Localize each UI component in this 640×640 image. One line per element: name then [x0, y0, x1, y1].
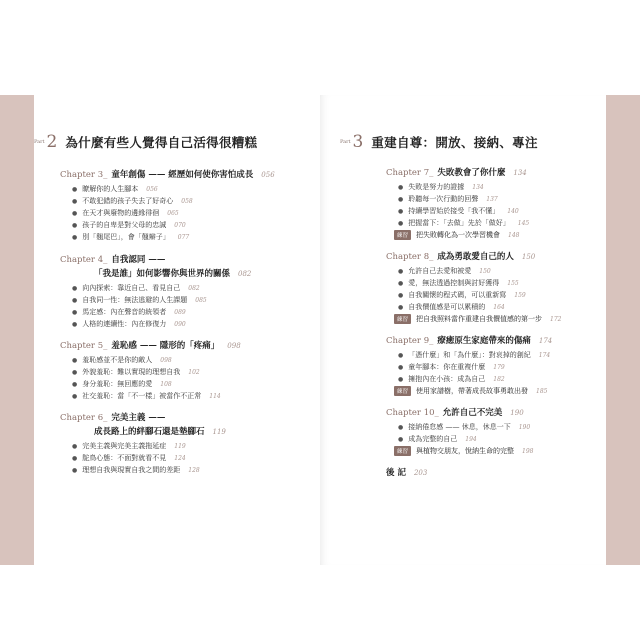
left-page — [34, 95, 320, 565]
chapter-title: 失敗教會了你什麼 — [437, 168, 506, 178]
item-text: 人格的連續性：內在修復力 — [82, 320, 167, 328]
item-text: 別「翹尾巴」，會「翹辮子」 — [82, 233, 170, 241]
item-text: 向內探索：靠近自己、看見自己 — [82, 284, 181, 292]
bullet-icon: ● — [72, 392, 78, 400]
toc-item[interactable] — [72, 220, 186, 230]
page-number: 108 — [160, 380, 172, 388]
chapter-heading[interactable] — [386, 406, 524, 418]
item-text: 把失敗轉化為一次學習機會 — [416, 231, 501, 239]
item-text: 成為完整的自己 — [408, 435, 458, 443]
practice-item[interactable] — [394, 446, 533, 456]
toc-item[interactable] — [398, 182, 484, 192]
toc-item[interactable] — [72, 441, 186, 451]
item-text: 馬定感：內在聲音的統領者 — [82, 308, 167, 316]
toc-item[interactable] — [398, 350, 550, 360]
toc-item[interactable] — [398, 266, 491, 276]
part-word: Part — [340, 139, 351, 145]
practice-badge: 練習 — [394, 314, 411, 324]
bullet-icon: ● — [398, 303, 404, 311]
bullet-icon: ● — [398, 279, 404, 287]
item-text: 允許自己去愛和被愛 — [408, 267, 472, 275]
bullet-icon: ● — [72, 185, 78, 193]
chapter-subtitle[interactable] — [94, 425, 226, 437]
chapter-title: 療癒原生家庭帶來的傷痛 — [437, 336, 531, 346]
item-text: 自我價值感是可以累積的 — [408, 303, 486, 311]
page-number: 056 — [146, 185, 158, 193]
chapter-number: Chapter 3_ — [60, 170, 108, 180]
page-number: 098 — [160, 356, 172, 364]
bullet-icon: ● — [72, 221, 78, 229]
item-text: 鴕鳥心態：不面對就看不見 — [82, 454, 167, 462]
page-number: 140 — [507, 207, 519, 215]
page-number: 198 — [522, 447, 534, 455]
part-title: 為什麼有些人覺得自己活得很糟糕 — [65, 135, 258, 150]
page-number: 194 — [465, 435, 477, 443]
chapter-heading[interactable] — [60, 168, 275, 180]
chapter-heading[interactable] — [386, 166, 527, 178]
toc-item[interactable] — [72, 283, 200, 293]
page-number: 190 — [510, 409, 524, 417]
toc-item[interactable] — [72, 295, 207, 305]
left-page-edge — [0, 95, 34, 565]
item-text: 把握當下：「去做」先於「做好」 — [408, 219, 510, 227]
bullet-icon: ● — [398, 207, 404, 215]
toc-item[interactable] — [72, 184, 158, 194]
chapter-number: Chapter 8_ — [386, 252, 434, 262]
practice-badge: 練習 — [394, 386, 411, 396]
bullet-icon: ● — [72, 454, 78, 462]
chapter-title: 成為勇敢愛自己的人 — [437, 252, 514, 262]
chapter-number: Chapter 5_ — [60, 341, 108, 351]
practice-badge: 練習 — [394, 446, 411, 456]
bullet-icon: ● — [72, 296, 78, 304]
page-number: 134 — [513, 169, 527, 177]
bullet-icon: ● — [398, 195, 404, 203]
practice-item[interactable] — [394, 230, 519, 240]
item-text: 擁抱內在小孩：成為自己 — [408, 375, 486, 383]
chapter-title: 童年創傷 —— 經歷如何使你害怕成長 — [111, 170, 254, 180]
item-text: 孩子的自卑是對父母的忠誠 — [82, 221, 167, 229]
practice-badge: 練習 — [394, 230, 411, 240]
page-number: 119 — [174, 442, 186, 450]
bullet-icon: ● — [72, 368, 78, 376]
page-number: 056 — [261, 171, 275, 179]
item-text: 完美主義與完美主義拖延症 — [82, 442, 167, 450]
afterword-heading[interactable] — [386, 466, 427, 478]
bullet-icon: ● — [72, 380, 78, 388]
item-text: 把自我照料當作重建自我價值感的第一步 — [416, 315, 543, 323]
page-number: 134 — [472, 183, 484, 191]
toc-item[interactable] — [72, 319, 186, 329]
page-number: 190 — [518, 423, 531, 431]
toc-item[interactable] — [398, 374, 505, 384]
page-number: 150 — [521, 253, 536, 261]
right-page — [320, 95, 606, 565]
page-number: 182 — [493, 375, 505, 383]
part-heading — [340, 133, 538, 151]
toc-item[interactable] — [72, 355, 172, 365]
toc-item[interactable] — [72, 379, 172, 389]
page-number: 077 — [177, 233, 190, 241]
item-text: 使用家譜樹，帶著成長故事勇敢出發 — [416, 387, 529, 395]
page-number: 070 — [174, 221, 186, 229]
chapter-number: Chapter 6_ — [60, 413, 108, 423]
chapter-subtitle-text: 「我是誰」如何影響你與世界的關係 — [94, 269, 231, 279]
item-text: 與植物交朋友，悅納生命的完整 — [416, 447, 515, 455]
part-heading — [34, 133, 257, 151]
bullet-icon: ● — [398, 435, 404, 443]
page-number: 148 — [508, 231, 520, 239]
chapter-title: 允許自己不完美 — [442, 408, 503, 418]
item-text: 失敗是努力的證據 — [408, 183, 465, 191]
toc-item[interactable] — [72, 208, 179, 218]
item-text: 聆聽每一次行動的回聲 — [408, 195, 479, 203]
page-number: 058 — [181, 197, 193, 205]
bullet-icon: ● — [72, 320, 78, 328]
item-text: 自我關懷的程式碼，可以重新寫 — [408, 291, 507, 299]
chapter-heading[interactable] — [60, 253, 165, 265]
part-number: 2 — [46, 131, 58, 152]
toc-item[interactable] — [72, 367, 200, 377]
page-number: 174 — [538, 337, 553, 345]
item-text: 愛，無法透過控制與討好獲得 — [408, 279, 500, 287]
toc-item[interactable] — [72, 453, 186, 463]
page-number: 090 — [174, 320, 186, 328]
chapter-title: 完美主義 —— — [111, 413, 166, 423]
page-number: 150 — [479, 267, 491, 275]
chapter-heading[interactable] — [386, 250, 535, 262]
page-number: 128 — [188, 466, 200, 474]
bullet-icon: ● — [72, 466, 78, 474]
chapter-heading[interactable] — [60, 339, 241, 351]
item-text: 「憑什麼」和「為什麼」：對哀掉的創紀 — [408, 351, 531, 359]
item-text: 在天才與廢物的邊緣徘徊 — [82, 209, 160, 217]
item-text: 瞭解你的人生腳本 — [82, 185, 139, 193]
page-number: 164 — [493, 303, 505, 311]
bullet-icon: ● — [398, 267, 404, 275]
chapter-subtitle[interactable] — [94, 267, 251, 279]
page-number: 098 — [227, 342, 241, 350]
page-number: 102 — [188, 368, 200, 376]
page-number: 089 — [174, 308, 186, 316]
toc-item[interactable] — [398, 194, 498, 204]
item-text: 理想自我與現實自我之間的差距 — [82, 466, 181, 474]
page-number: 124 — [174, 454, 186, 462]
bullet-icon: ● — [72, 197, 78, 205]
afterword-title: 後 記 — [386, 468, 406, 478]
toc-item[interactable] — [398, 302, 505, 312]
page-number: 085 — [195, 296, 207, 304]
toc-item[interactable] — [398, 218, 529, 228]
bullet-icon: ● — [398, 291, 404, 299]
bullet-icon: ● — [72, 356, 78, 364]
item-text: 接納倦怠感 —— 休息，休息一下 — [408, 423, 511, 431]
page-number: 082 — [188, 284, 200, 292]
bullet-icon: ● — [398, 351, 404, 359]
right-page-edge — [606, 95, 640, 565]
item-text: 童年腳本：你在重複什麼 — [408, 363, 486, 371]
page-number: 082 — [238, 270, 252, 278]
item-text: 社交羞恥：當「不一樣」被當作不正常 — [82, 392, 202, 400]
toc-item[interactable] — [398, 278, 519, 288]
bullet-icon: ● — [398, 219, 404, 227]
chapter-number: Chapter 7_ — [386, 168, 434, 178]
chapter-title: 羞恥感 —— 隱形的「疼痛」 — [111, 341, 220, 351]
bullet-icon: ● — [398, 423, 404, 431]
toc-item[interactable] — [398, 422, 530, 432]
item-text: 不敢犯錯的孩子失去了好奇心 — [82, 197, 174, 205]
toc-item[interactable] — [398, 434, 477, 444]
chapter-number: Chapter 10_ — [386, 408, 439, 418]
chapter-number: Chapter 9_ — [386, 336, 434, 346]
page-number: 155 — [507, 279, 519, 287]
page-number: 185 — [536, 387, 548, 395]
chapter-heading[interactable] — [386, 334, 552, 346]
chapter-number: Chapter 4_ — [60, 255, 108, 265]
item-text: 外貌羞恥：難以實現的理想自我 — [82, 368, 181, 376]
page-number: 174 — [538, 351, 551, 359]
toc-item[interactable] — [72, 391, 221, 401]
toc-item[interactable] — [72, 465, 200, 475]
page-number: 179 — [493, 363, 505, 371]
chapter-subtitle-text: 成長路上的絆腳石還是墊腳石 — [94, 427, 205, 437]
page-number: 159 — [514, 291, 526, 299]
page-number: 137 — [486, 195, 498, 203]
item-text: 身分羞恥：無回應的愛 — [82, 380, 153, 388]
page-number: 172 — [550, 315, 562, 323]
toc-item[interactable] — [72, 307, 186, 317]
bullet-icon: ● — [72, 308, 78, 316]
toc-item[interactable] — [398, 206, 519, 216]
practice-item[interactable] — [394, 314, 561, 324]
bullet-icon: ● — [398, 375, 404, 383]
part-title: 重建自尊：開放、接納、專注 — [371, 135, 538, 150]
page-number: 145 — [517, 219, 530, 227]
item-text: 自我同一性：無法逃避的人生課題 — [82, 296, 188, 304]
item-text: 羞恥感並不是你的敵人 — [82, 356, 153, 364]
page-number: 114 — [209, 392, 221, 400]
chapter-title: 自我認同 —— — [111, 255, 166, 265]
page-number: 119 — [212, 428, 226, 436]
part-number: 3 — [352, 131, 364, 152]
page-number: 203 — [413, 469, 428, 477]
bullet-icon: ● — [72, 442, 78, 450]
bullet-icon: ● — [398, 363, 404, 371]
toc-item[interactable] — [72, 196, 193, 206]
toc-item[interactable] — [398, 290, 526, 300]
bullet-icon: ● — [72, 284, 78, 292]
bullet-icon: ● — [398, 183, 404, 191]
practice-item[interactable] — [394, 386, 547, 396]
part-word: Part — [34, 139, 45, 145]
item-text: 持續學習始於接受「我不懂」 — [408, 207, 500, 215]
toc-item[interactable] — [398, 362, 505, 372]
chapter-heading[interactable] — [60, 411, 165, 423]
toc-item[interactable] — [72, 232, 189, 242]
page-number: 065 — [167, 209, 179, 217]
bullet-icon: ● — [72, 233, 78, 241]
bullet-icon: ● — [72, 209, 78, 217]
